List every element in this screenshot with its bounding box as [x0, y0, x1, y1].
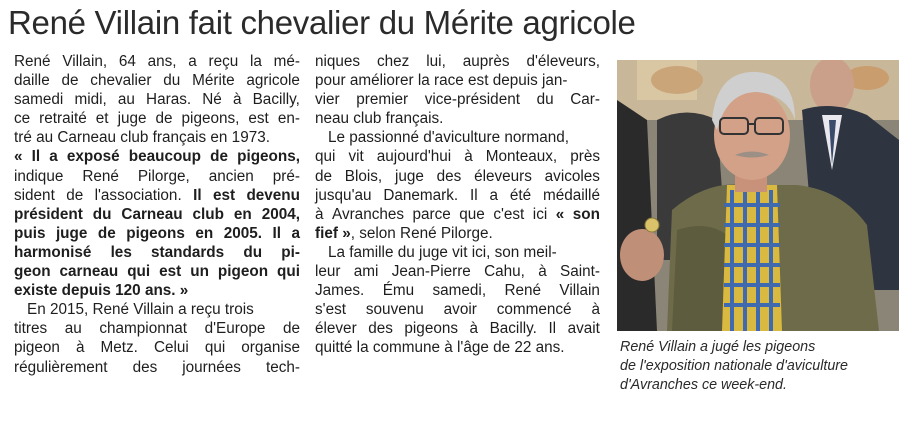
word: d'éleveurs,: [526, 53, 600, 70]
word: samedi: [14, 91, 64, 109]
word: René: [82, 167, 119, 185]
word: «: [555, 205, 565, 223]
text-line: [14, 300, 300, 319]
text-line: [315, 224, 600, 243]
word: Né: [202, 91, 222, 109]
word: lui,: [426, 53, 446, 70]
word: Carneau: [121, 205, 183, 223]
word: du: [163, 72, 181, 90]
word: 64: [118, 53, 136, 70]
word: ce: [14, 110, 31, 128]
word: à: [315, 205, 324, 223]
word: club: [192, 205, 224, 223]
word: vice-président: [424, 91, 520, 109]
word: Monteaux,: [485, 148, 558, 166]
word: Ému: [382, 282, 415, 300]
word: avoir: [443, 301, 477, 319]
word: été: [509, 186, 532, 204]
word: juge: [55, 224, 88, 242]
text-segment: tré au Carneau club français en 1973.: [14, 129, 270, 147]
word: auprès: [462, 53, 510, 70]
word: Villain: [559, 282, 600, 300]
text-segment: , selon René Pilorge.: [350, 224, 493, 242]
word: en-: [277, 110, 300, 128]
word: en: [195, 224, 214, 242]
text-line: [315, 167, 600, 186]
word: journées: [182, 358, 241, 376]
word: pigeons: [126, 224, 185, 242]
word: devenu: [246, 186, 300, 204]
word: organise: [241, 339, 300, 357]
text-line: [14, 167, 300, 186]
word: d'Europe: [204, 320, 266, 338]
photo-caption: [620, 338, 902, 395]
word: de: [97, 224, 116, 242]
word: «: [14, 148, 23, 166]
text-line: [14, 338, 300, 357]
article-column-2: [315, 52, 600, 358]
text-line: [315, 243, 600, 262]
word: samedi,: [432, 282, 487, 300]
word: Mérite: [192, 72, 235, 90]
text-line: [315, 71, 600, 90]
word: Metz.: [100, 339, 138, 357]
word: à: [538, 263, 547, 281]
text-line: [315, 147, 600, 166]
word: est: [248, 110, 269, 128]
word: indique: [14, 167, 64, 185]
word: à: [591, 301, 600, 319]
caption-line: René Villain a jugé les pigeons: [620, 339, 816, 355]
word: Pilorge,: [137, 167, 190, 185]
word: et: [95, 110, 109, 128]
word: ici: [532, 205, 548, 223]
text-segment: quitté la commune à l'âge de 22 ans.: [315, 339, 565, 357]
word: pré-: [272, 167, 300, 185]
word: Celui: [153, 339, 189, 357]
word: reçu: [208, 53, 239, 70]
text-line: [14, 319, 300, 338]
word: standards: [151, 243, 225, 261]
text-line: [14, 90, 300, 109]
word: agricole: [246, 72, 300, 90]
word: a: [291, 224, 300, 242]
word: du: [243, 243, 263, 261]
text-segment: pour améliorer la race est depuis jan-: [315, 72, 568, 90]
word: de: [210, 148, 228, 166]
word: a: [49, 148, 58, 166]
text-line: [14, 147, 300, 166]
text-segment: La famille du juge vit ici, son meil-: [328, 243, 557, 261]
word: de: [66, 186, 84, 204]
word: pigeon: [217, 263, 269, 281]
word: James.: [315, 282, 365, 300]
word: à: [75, 339, 85, 357]
word: avait: [567, 320, 600, 338]
text-segment: existe depuis 120 ans. »: [14, 282, 189, 300]
word: René: [504, 282, 542, 300]
text-line: [14, 52, 300, 71]
text-line: [315, 262, 600, 281]
word: pigeons: [404, 320, 458, 338]
word: René: [14, 53, 51, 70]
word: s'est: [315, 301, 346, 319]
article-column-1: [14, 52, 300, 377]
word: de: [61, 72, 79, 90]
word: Bacilly.: [489, 320, 537, 338]
word: pigeons,: [237, 148, 300, 166]
word: des: [368, 320, 393, 338]
word: à: [469, 320, 479, 338]
word: en: [233, 205, 252, 223]
headline: René Villain fait chevalier du Mérite agricole: [8, 4, 636, 41]
word: harmonisé: [14, 243, 92, 261]
photo-rene-villain: [617, 60, 899, 331]
text-line: [14, 262, 300, 281]
word: chevalier: [90, 72, 152, 90]
word: niques: [315, 53, 361, 70]
word: Blois,: [344, 167, 383, 185]
word: près: [570, 148, 600, 166]
word: du: [536, 91, 554, 109]
caption-line: d'Avranches ce week-end.: [620, 377, 787, 393]
word: qui: [204, 339, 226, 357]
word: premier: [356, 91, 409, 109]
word: de: [155, 110, 173, 128]
text-line: [315, 90, 600, 109]
word: 2005.: [223, 224, 262, 242]
word: ami: [353, 263, 379, 281]
word: 2004,: [261, 205, 300, 223]
word: son: [572, 205, 600, 223]
word: ans,: [147, 53, 177, 70]
word: Bacilly,: [252, 91, 300, 109]
word: retraité: [39, 110, 87, 128]
word: tech-: [265, 358, 300, 376]
word: pi-: [281, 243, 300, 261]
word: régulièrement: [14, 358, 108, 376]
text-line: [14, 186, 300, 205]
text-line: [315, 186, 600, 205]
word: élever: [315, 320, 357, 338]
text-line: [14, 128, 300, 147]
text-line: [315, 128, 600, 147]
word: souvenu: [365, 301, 424, 319]
text-line: [14, 281, 300, 300]
word: des: [132, 358, 158, 376]
text-line: [14, 224, 300, 243]
word: a: [489, 186, 499, 204]
word: un: [190, 263, 209, 281]
text-line: [14, 243, 300, 262]
word: a: [188, 53, 197, 70]
word: juge: [117, 110, 147, 128]
word: président: [14, 205, 83, 223]
text-line: [14, 109, 300, 128]
word: c'est: [493, 205, 525, 223]
word: Avranches: [332, 205, 405, 223]
word: Cahu,: [484, 263, 525, 281]
text-line: [315, 205, 600, 224]
word: la: [250, 53, 262, 70]
caption-line: de l'exposition nationale d'aviculture: [620, 358, 849, 374]
word: à: [464, 148, 473, 166]
text-line: [315, 281, 600, 300]
text-segment: En 2015, René Villain a reçu trois: [27, 301, 254, 319]
word: carneau: [59, 263, 119, 281]
word: Danemark.: [383, 186, 459, 204]
word: ancien: [208, 167, 254, 185]
word: qui: [315, 148, 336, 166]
word: chez: [377, 53, 410, 70]
word: parce: [412, 205, 451, 223]
word: du: [92, 205, 112, 223]
word: exposé: [66, 148, 120, 166]
text-line: [14, 205, 300, 224]
text-segment: fief »: [315, 224, 351, 242]
word: leur: [315, 263, 341, 281]
word: titres: [14, 320, 48, 338]
word: Il: [548, 320, 557, 338]
word: championnat: [99, 320, 187, 338]
word: geon: [14, 263, 51, 281]
word: de: [315, 167, 333, 185]
text-line: [315, 319, 600, 338]
word: Villain,: [62, 53, 108, 70]
word: Il: [470, 186, 478, 204]
word: qui: [277, 263, 300, 281]
word: puis: [14, 224, 46, 242]
word: qui: [127, 263, 151, 281]
text-segment: neau club français.: [315, 110, 444, 128]
text-line: [14, 358, 300, 377]
word: que: [459, 205, 485, 223]
word: beaucoup: [128, 148, 201, 166]
word: pigeons,: [181, 110, 240, 128]
word: l'association.: [94, 186, 182, 204]
word: médaillé: [542, 186, 600, 204]
word: Il: [193, 186, 202, 204]
word: pigeon: [14, 339, 60, 357]
word: avicoles: [544, 167, 600, 185]
word: à: [232, 91, 242, 109]
word: Haras.: [146, 91, 192, 109]
text-line: [14, 71, 300, 90]
word: sident: [14, 186, 55, 204]
word: aujourd'hui: [376, 148, 452, 166]
word: au: [117, 91, 135, 109]
word: est: [159, 263, 182, 281]
word: Il: [31, 148, 41, 166]
word: Saint-: [560, 263, 600, 281]
word: les: [110, 243, 132, 261]
text-line: [315, 300, 600, 319]
word: Jean-Pierre: [391, 263, 471, 281]
word: est: [212, 186, 236, 204]
word: commencé: [496, 301, 572, 319]
word: mé-: [273, 53, 300, 70]
word: vier: [315, 91, 340, 109]
word: éleveurs: [474, 167, 532, 185]
word: vit: [348, 148, 364, 166]
word: de: [282, 320, 300, 338]
text-line: [315, 338, 600, 357]
word: Il: [272, 224, 281, 242]
word: juge: [394, 167, 424, 185]
word: au: [64, 320, 82, 338]
word: jusqu'au: [315, 186, 372, 204]
word: des: [436, 167, 462, 185]
word: Car-: [570, 91, 600, 109]
word: midi,: [74, 91, 107, 109]
text-segment: Le passionné d'aviculture normand,: [328, 129, 570, 147]
word: daille: [14, 72, 50, 90]
text-line: [315, 52, 600, 71]
text-line: [315, 109, 600, 128]
